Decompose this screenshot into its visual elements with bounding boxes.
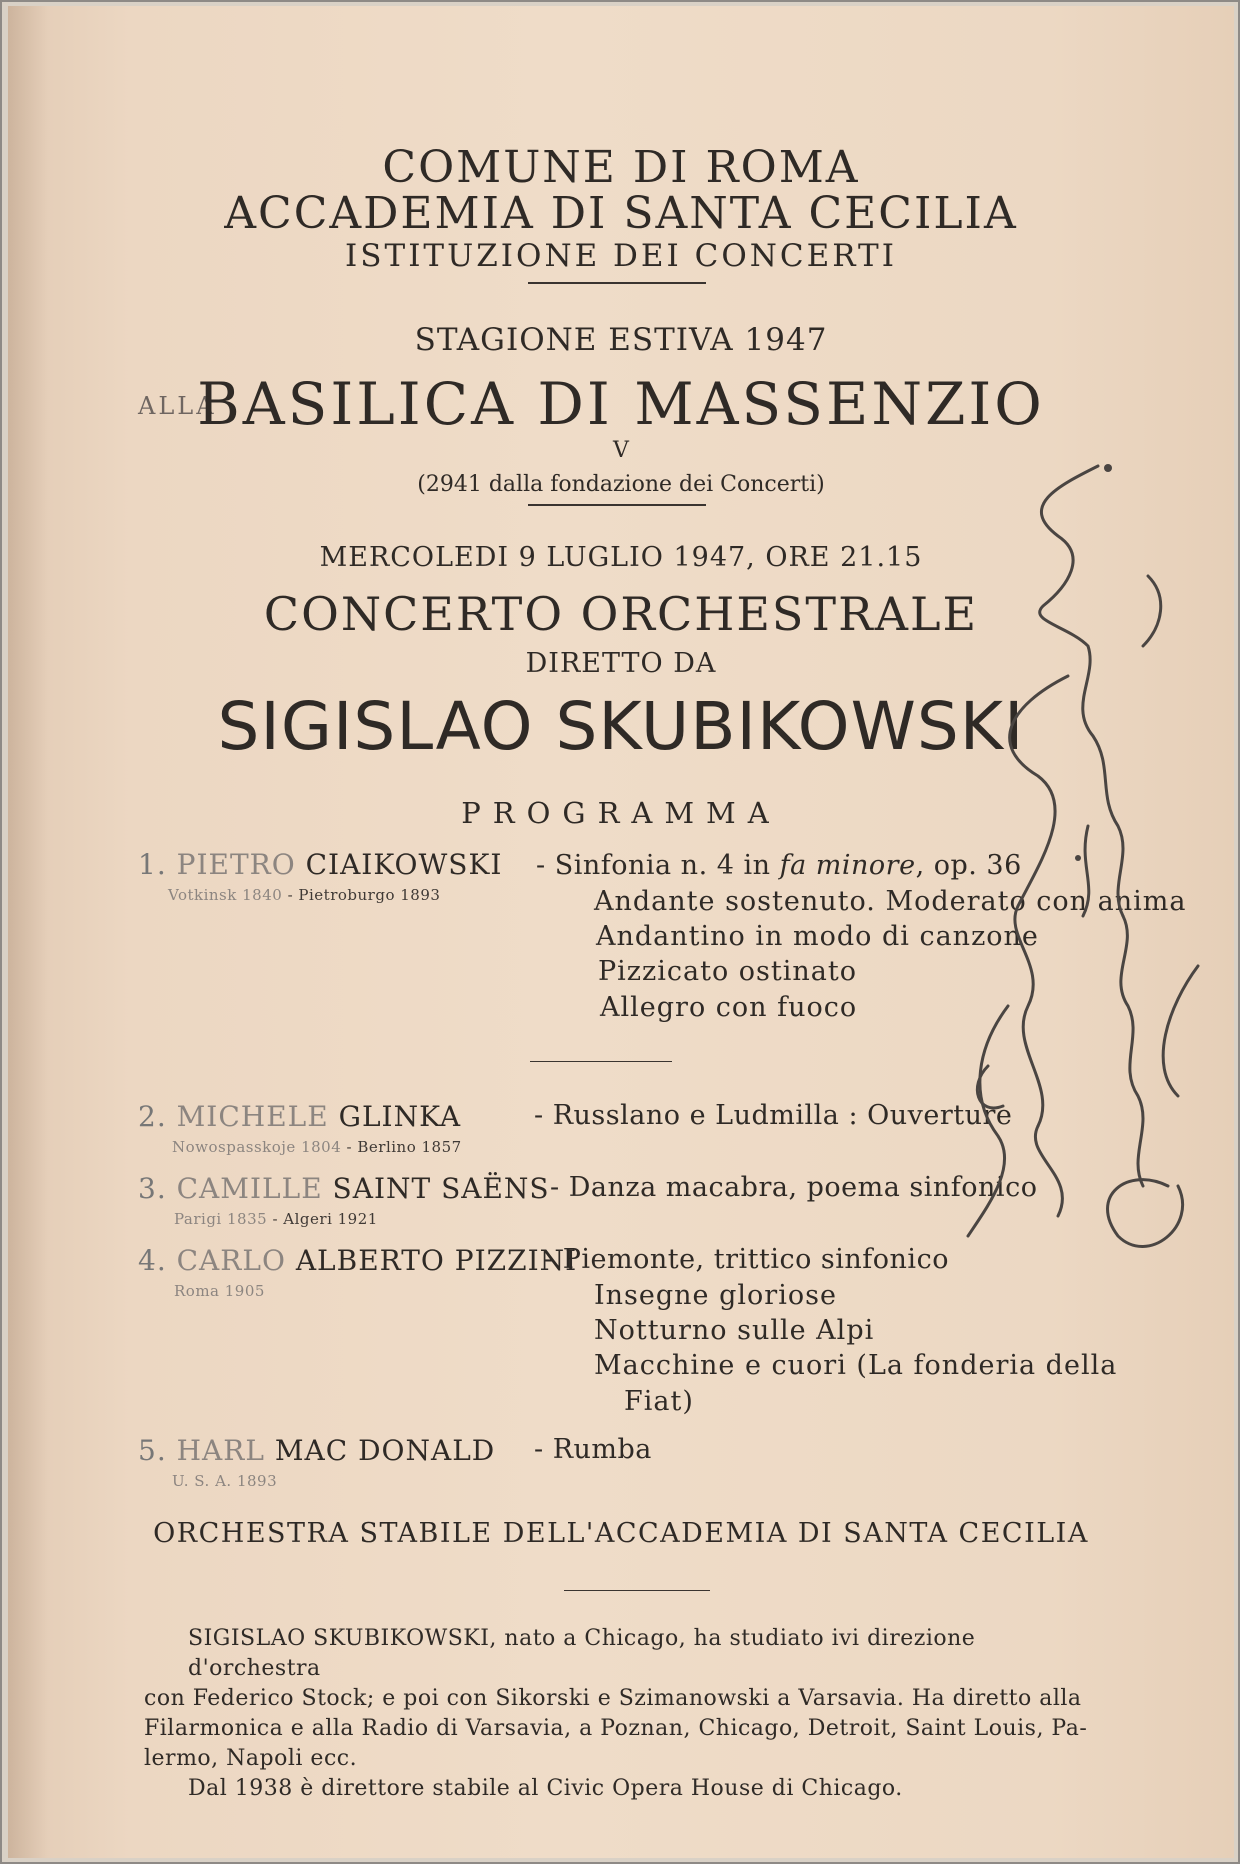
movement: Fiat) [624, 1386, 694, 1417]
program-item-number: 3. [138, 1172, 167, 1205]
event-datetime: MERCOLEDI 9 LUGLIO 1947, ORE 21.15 [319, 542, 923, 573]
program-item-2-life [172, 1138, 462, 1156]
conductor-bio [144, 1624, 1104, 1804]
life-birth: Roma 1905 [174, 1282, 265, 1300]
movement: Notturno sulle Alpi [594, 1315, 875, 1346]
program-item-5-work: - Rumba [534, 1434, 652, 1465]
bio-line: Dal 1938 è direttore stabile al Civic Opera House di Chicago. [188, 1776, 903, 1801]
season-title: STAGIONE ESTIVA 1947 [414, 322, 828, 358]
composer-first-name: PIETRO [176, 848, 296, 881]
work-prefix: - Sinfonia n. 4 in [536, 850, 780, 881]
composer-last-name: GLINKA [338, 1100, 462, 1133]
movement: Andantino in modo di canzone [596, 921, 1039, 952]
program-item-1-life [168, 886, 440, 904]
composer-first-name: CAMILLE [176, 1172, 323, 1205]
work-key: fa minore [779, 850, 916, 881]
composer-first-name: HARL [176, 1434, 265, 1467]
divider-rule [528, 282, 706, 284]
composer-last-name: ALBERTO PIZZINI [295, 1244, 578, 1277]
program-item-4-composer [138, 1244, 577, 1277]
program-item-number: 5. [138, 1434, 167, 1467]
composer-last-name: MAC DONALD [274, 1434, 496, 1467]
venue-alla: ALLA [138, 392, 217, 420]
orchestra-name: ORCHESTRA STABILE DELL'ACCADEMIA DI SANTA CECILIA [153, 1518, 1089, 1549]
composer-last-name: CIAIKOWSKI [305, 848, 503, 881]
program-item-4-life [174, 1282, 265, 1300]
header-comune: COMUNE DI ROMA [382, 142, 860, 193]
life-death: - Algeri 1921 [272, 1210, 378, 1228]
header-istituzione: ISTITUZIONE DEI CONCERTI [345, 238, 897, 274]
program-item-3-work: - Danza macabra, poema sinfonico [550, 1172, 1038, 1203]
composer-first-name: CARLO [176, 1244, 286, 1277]
program-item-2-composer [138, 1100, 461, 1133]
life-birth: Nowospasskoje 1804 [172, 1138, 342, 1156]
season-number: V [613, 438, 629, 463]
movement: Pizzicato ostinato [598, 956, 857, 987]
programma-title: PROGRAMMA [461, 796, 781, 830]
program-item-number: 2. [138, 1100, 167, 1133]
life-birth: U. S. A. 1893 [172, 1472, 278, 1490]
life-birth: Votkinsk 1840 [168, 886, 283, 904]
movement: Allegro con fuoco [600, 992, 858, 1023]
movement: Macchine e cuori (La fonderia della [594, 1350, 1118, 1381]
program-item-5-composer [138, 1434, 495, 1467]
program-item-number: 1. [138, 848, 167, 881]
program-item-5-life [172, 1472, 277, 1490]
venue-name: BASILICA DI MASSENZIO [197, 370, 1045, 438]
program-item-number: 4. [138, 1244, 167, 1277]
concert-program-page [8, 6, 1234, 1858]
work-suffix: , op. 36 [915, 850, 1022, 881]
foundation-note: (2941 dalla fondazione dei Concerti) [417, 472, 825, 497]
program-item-3-life [174, 1210, 378, 1228]
movement: Insegne gloriose [594, 1280, 837, 1311]
program-item-3-composer [138, 1172, 550, 1205]
life-death: - Pietroburgo 1893 [287, 886, 441, 904]
composer-last-name: SAINT SAËNS [332, 1172, 550, 1205]
program-item-1-composer [138, 848, 502, 881]
divider-rule [530, 1061, 672, 1062]
directed-by-label: DIRETTO DA [525, 648, 717, 679]
program-item-4-work: - Piemonte, trittico sinfonico [544, 1244, 949, 1275]
bio-line: SIGISLAO SKUBIKOWSKI, nato a Chicago, ha studiato ivi direzione d'orchestra [188, 1626, 976, 1681]
conductor-name: SIGISLAO SKUBIKOWSKI [217, 688, 1025, 765]
divider-rule [564, 1590, 710, 1591]
bio-line: Filarmonica e alla Radio di Varsavia, a Poznan, Chicago, Detroit, Saint Louis, Pa- [144, 1716, 1088, 1741]
composer-first-name: MICHELE [176, 1100, 329, 1133]
handwritten-signature [948, 446, 1228, 1276]
bio-line: lermo, Napoli ecc. [144, 1746, 358, 1771]
event-type: CONCERTO ORCHESTRALE [263, 587, 979, 641]
divider-rule [528, 504, 706, 506]
program-item-2-work: - Russlano e Ludmilla : Ouverture [534, 1100, 1013, 1131]
header-accademia: ACCADEMIA DI SANTA CECILIA [224, 188, 1018, 239]
life-death: - Berlino 1857 [346, 1138, 462, 1156]
movement: Andante sostenuto. Moderato con anima [594, 886, 1187, 917]
life-birth: Parigi 1835 [174, 1210, 268, 1228]
bio-line: con Federico Stock; e poi con Sikorski e Szimanowski a Varsavia. Ha diretto alla [144, 1686, 1082, 1711]
